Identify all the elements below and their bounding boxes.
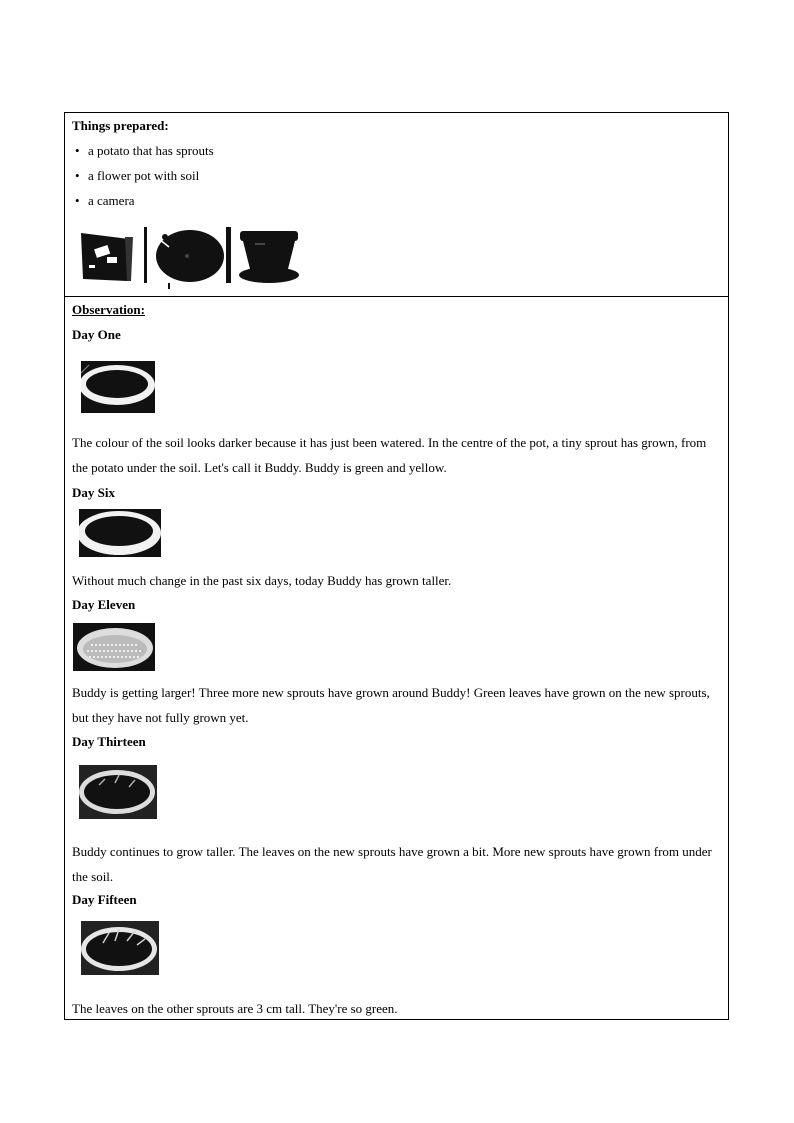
day-fifteen-text: The leaves on the other sprouts are 3 cm tall. They're so green.: [72, 1001, 398, 1016]
observation-section: [65, 297, 728, 1019]
bullet-icon: •: [75, 143, 80, 158]
day-fifteen-title: Day Fifteen: [72, 892, 137, 907]
things-prepared-section: [65, 113, 728, 297]
day-one-text: The colour of the soil looks darker because it has just been watered. In the centre of the pot, a tiny sprout has grown, from the potato under the soil. Let's call it Buddy. Buddy is green and yellow.: [72, 435, 707, 475]
bullet-icon: •: [75, 193, 80, 208]
day-eleven-text: Buddy is getting larger! Three more new sprouts have grown around Buddy! Green leaves have grown on the new sprouts, but they have not fully grown yet.: [72, 685, 710, 725]
observation-heading: Observation:: [72, 302, 145, 317]
report-table: [64, 112, 729, 1020]
day-thirteen-text: Buddy continues to grow taller. The leaves on the new sprouts have grown a bit. More new sprouts have grown from under the soil.: [72, 844, 712, 884]
bullet-icon: •: [75, 168, 80, 183]
list-item: [75, 143, 214, 159]
things-prepared-heading: Things prepared:: [72, 118, 169, 133]
list-item-text: a camera: [88, 193, 135, 208]
list-item: [75, 193, 135, 209]
camera-icon: [81, 233, 133, 281]
flower-pot-icon: [239, 231, 299, 283]
supplies-photo: [77, 225, 302, 291]
day-eleven-photo: [73, 621, 155, 673]
day-thirteen-title: Day Thirteen: [72, 734, 146, 749]
list-item-text: a flower pot with soil: [88, 168, 200, 183]
potato-icon: [156, 230, 224, 282]
day-eleven-title: Day Eleven: [72, 597, 136, 612]
day-six-text: Without much change in the past six days, today Buddy has grown taller.: [72, 573, 452, 588]
list-item: [75, 168, 199, 184]
day-thirteen-photo: [75, 763, 157, 821]
day-fifteen-photo: [77, 919, 159, 977]
day-one-title: Day One: [72, 327, 121, 342]
list-item-text: a potato that has sprouts: [88, 143, 214, 158]
day-six-photo: [75, 507, 161, 559]
day-six-title: Day Six: [72, 485, 115, 500]
day-one-photo: [75, 355, 155, 417]
